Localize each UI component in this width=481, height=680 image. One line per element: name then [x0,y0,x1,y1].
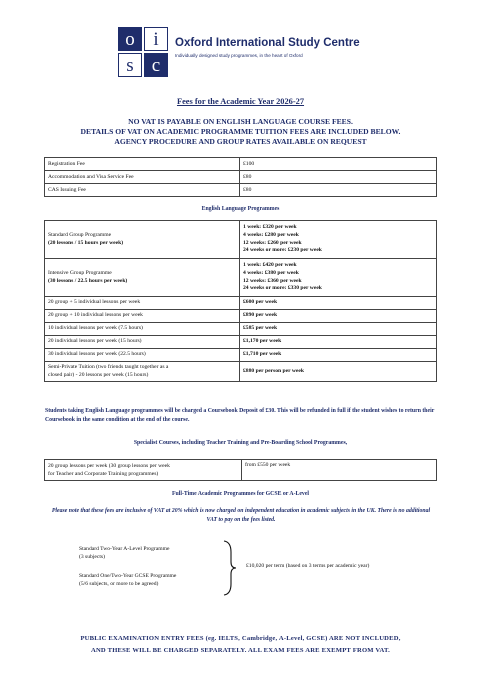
fee-value: £80 [240,171,437,184]
programme-name-line: (20 lessons / 15 hours per week) [48,239,124,246]
footer-line: PUBLIC EXAMINATION ENTRY FEES (eg. IELTS, Cambridge, A-Level, GCSE) ARE NOT INCLUDED, [80,635,401,642]
table-row [45,310,437,323]
programme-price: £585 per week [240,323,437,336]
programme-name-line: (30 lessons / 22.5 hours per week) [48,277,128,284]
programme-line: (5/6 subjects, or more to be agreed) [79,581,159,587]
programme-name-line: Semi-Private Tuition (two friends taught together as a [48,363,169,370]
english-heading: English Language Programmes [201,206,280,212]
specialist-table [44,459,437,481]
price-line: 1 week: £420 per week [243,262,297,269]
vat-notice [20,117,461,147]
curly-brace-icon [222,540,238,596]
logo-letter-c: c [144,53,168,77]
notice-line: NO VAT IS PAYABLE ON ENGLISH LANGUAGE COURSE FEES. [128,117,353,126]
oisc-logo [118,27,168,77]
academic-cost: £10,020 per term (based on 3 terms per academic year) [246,563,370,569]
org-tagline: Individually designed study programmes, in the heart of Oxford [175,53,303,58]
programme-name-line: closed pair) - 20 lessons per week (15 hours) [48,371,149,378]
table-row [45,221,437,259]
price-line: 4 weeks: £380 per week [243,269,299,276]
fee-value: £80 [240,184,437,197]
programmes-table [44,220,437,382]
specialist-label-line: for Teacher and Corporate Training programmes) [48,471,159,477]
gcse-programme [79,572,176,588]
price-line: 24 weeks or more: £230 per week [243,247,322,254]
programme-price: £1,170 per week [240,336,437,349]
notice-line: AGENCY PROCEDURE AND GROUP RATES AVAILABLE ON REQUEST [114,137,367,146]
fee-label: CAS Issuing Fee [45,184,240,197]
programme-price: £1,710 per week [240,349,437,362]
table-row [45,184,437,197]
a-level-programme [79,545,169,561]
programme-name [45,362,240,382]
table-row [45,349,437,362]
price-line: 12 weeks: £260 per week [243,239,302,246]
table-row [45,460,437,481]
programme-line: Standard Two-Year A-Level Programme [79,546,170,552]
specialist-label [45,460,242,481]
fees-table [44,157,437,197]
specialist-label-line: 20 group lessons per week (30 group lessons per week [48,463,170,469]
programme-name [45,259,240,297]
programme-prices [240,259,437,297]
table-row [45,158,437,171]
academic-heading: Full-Time Academic Programmes for GCSE or A-Level [171,491,310,497]
programme-price: £600 per week [240,297,437,310]
fee-value: £100 [240,158,437,171]
price-line: 12 weeks: £360 per week [243,277,302,284]
programme-name: 10 individual lessons per week (7.5 hours) [45,323,240,336]
table-row [45,323,437,336]
coursebook-note: Students taking English Language programmes will be charged a Coursebook Deposit of £30. This will be refunded in full if the student wishes to return their Coursebook in the same condition at the end of the course. [45,408,435,423]
specialist-value: from £550 per week [242,460,437,481]
page-title: Fees for the Academic Year 2026-27 [176,97,305,106]
specialist-heading: Specialist Courses, including Teacher Training and Pre-Boarding School Programmes, [133,440,348,446]
price-line: 4 weeks: £280 per week [243,231,299,238]
table-row [45,336,437,349]
org-name: Oxford International Study Centre [175,37,360,49]
vat-inclusive-note: Please note that these fees are inclusive of VAT at 20% which is now charged on independent education in academic subjects in the UK. There is no additional VAT to pay on the fees listed. [51,508,431,523]
programme-name-line: Standard Group Programme [48,231,112,238]
table-row [45,297,437,310]
table-row [45,171,437,184]
table-row [45,259,437,297]
programme-prices [240,221,437,259]
programme-name: 20 group + 10 individual lessons per week [45,310,240,323]
fee-label: Registration Fee [45,158,240,171]
price-line: 24 weeks or more: £330 per week [243,285,322,292]
programme-line: Standard One/Two-Year GCSE Programme [79,573,177,579]
programme-name: 20 group + 5 individual lessons per week [45,297,240,310]
programme-price: £890 per week [240,310,437,323]
logo-letter-o: o [118,27,142,51]
programme-name: 20 individual lessons per week (15 hours) [45,336,240,349]
programme-name: 30 individual lessons per week (22.5 hours) [45,349,240,362]
programme-price: £880 per person per week [240,362,437,382]
table-row [45,362,437,382]
logo-letter-s: s [118,53,142,77]
footer-line: AND THESE WILL BE CHARGED SEPARATELY. ALL EXAM FEES ARE EXEMPT FROM VAT. [91,647,390,654]
price-line: 1 week: £320 per week [243,224,297,231]
exam-fees-footer [30,633,451,657]
notice-line: DETAILS OF VAT ON ACADEMIC PROGRAMME TUITION FEES ARE INCLUDED BELOW. [80,127,401,136]
programme-name-line: Intensive Group Programme [48,269,112,276]
programme-name [45,221,240,259]
fee-label: Accommodation and Visa Service Fee [45,171,240,184]
logo-letter-i: i [144,27,168,51]
programme-line: (3 subjects) [79,554,105,560]
